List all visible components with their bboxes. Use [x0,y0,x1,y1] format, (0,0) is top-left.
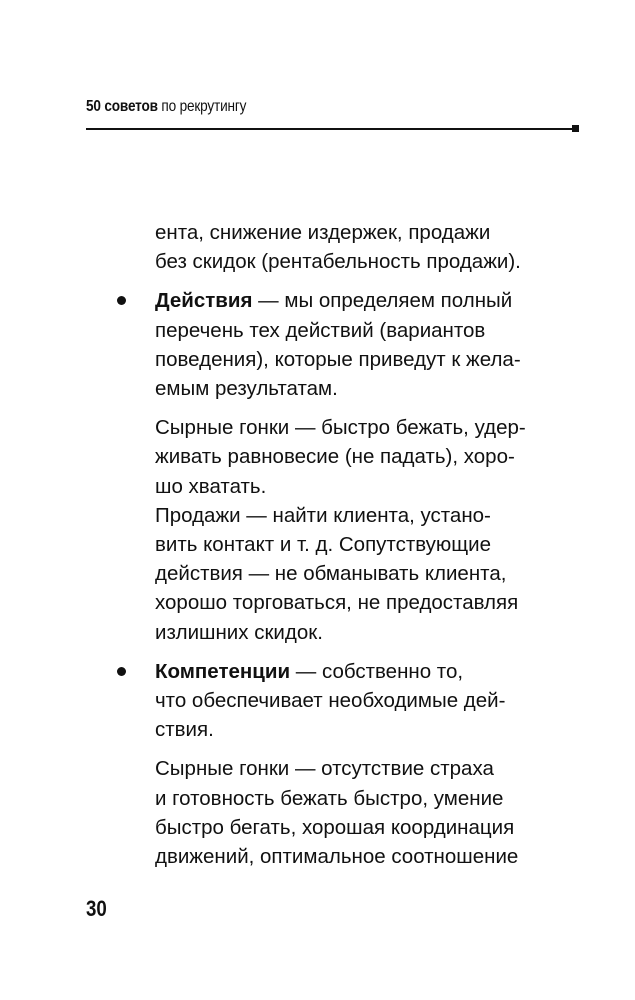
text-line: действия — не обманывать клиента, [155,562,507,586]
text-line: хорошо торговаться, не предоставляя [155,591,519,615]
book-title-rest: по рекрутингу [161,98,247,115]
text-line: Сырные гонки — быстро бежать, удер- [155,416,526,440]
text-line: излишних скидок. [155,620,323,644]
list-item-competencies [155,657,575,745]
continuation-paragraph [155,218,575,276]
book-title-bold: 50 советов [86,98,158,115]
term-actions: Действия [155,289,253,313]
text-line: что обеспечивает необходимые дей- [155,689,506,713]
bullet-icon [117,286,127,296]
book-title [86,98,504,116]
text-line: вить контакт и т. д. Сопутствующие [155,533,492,557]
header-rule [86,128,574,130]
text-line: ствия. [155,718,214,742]
actions-example-race [155,413,575,501]
text-line: поведения), которые приведут к жела- [155,347,521,371]
bullet-icon [117,657,127,667]
page-number: 30 [86,896,107,921]
text-line: быстро бегать, хорошая координация [155,815,515,839]
page-body [155,218,575,871]
text-fragment: — мы определяем полный [258,289,513,313]
text-line: и готовность бежать быстро, умение [155,786,504,810]
text-line: перечень тех действий (вариантов [155,318,486,342]
text-fragment: — собственно то, [295,659,464,683]
term-competencies: Компетенции [155,659,291,683]
header-rule-end-square [572,125,579,132]
text-line: без скидок (рентабельность продажи). [155,250,521,274]
text-line: движений, оптимальное соотношение [155,845,519,869]
text-line: ента, снижение издержек, продажи [155,221,491,244]
competencies-example-race [155,754,575,871]
text-line: емым результатам. [155,377,338,401]
text-line: живать равновесие (не падать), хоро- [155,445,515,469]
running-header [86,98,578,116]
text-line [155,286,575,315]
text-line: Сырные гонки — отсутствие страха [155,757,494,781]
text-line: шо хватать. [155,474,267,498]
list-item-actions [155,286,575,403]
text-line: Продажи — найти клиента, устано- [155,503,491,527]
text-line [155,657,575,686]
actions-example-sales [155,501,575,647]
